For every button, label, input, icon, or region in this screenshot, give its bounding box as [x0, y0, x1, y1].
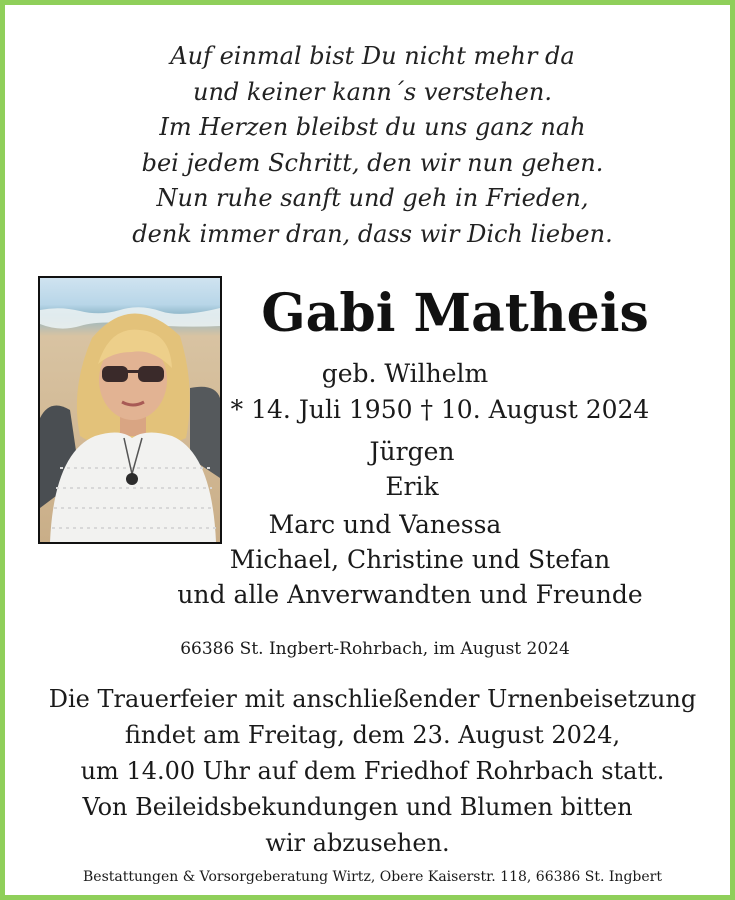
funeral-notice: [5, 681, 735, 861]
poem-line: Auf einmal bist Du nicht mehr da: [170, 42, 575, 70]
notice-line: Die Trauerfeier mit anschließender Urnenbeisetzung: [48, 685, 697, 713]
poem-line: bei jedem Schritt, den wir nun gehen.: [141, 148, 604, 177]
maiden-name: geb. Wilhelm: [321, 359, 489, 388]
mourner-name: Michael, Christine und Stefan: [229, 545, 611, 574]
poem-line: Im Herzen bleibst du uns ganz nah: [159, 113, 586, 141]
poem-line: Nun ruhe sanft und geh in Frieden,: [156, 184, 589, 212]
deceased-name: Gabi Matheis: [261, 283, 649, 344]
notice-line: wir abzusehen.: [265, 829, 450, 857]
mourner-name: Erik: [385, 472, 439, 501]
notice-line: findet am Freitag, dem 23. August 2024,: [124, 721, 621, 749]
poem: [5, 39, 735, 252]
mourner-name: Jürgen: [369, 437, 455, 466]
mourner-name: und alle Anverwandten und Freunde: [177, 580, 643, 609]
place-date: 66386 St. Ingbert-Rohrbach, im August 2024: [180, 639, 570, 659]
portrait-photo: [38, 276, 222, 544]
undertaker-footer: Bestattungen & Vorsorgeberatung Wirtz, Obere Kaiserstr. 118, 66386 St. Ingbert: [83, 869, 662, 885]
notice-line: um 14.00 Uhr auf dem Friedhof Rohrbach statt.: [80, 757, 665, 785]
poem-line: denk immer dran, dass wir Dich lieben.: [132, 219, 613, 248]
poem-line: und keiner kann´s verstehen.: [193, 77, 552, 106]
notice-line: Von Beileidsbekundungen und Blumen bitten: [82, 793, 633, 821]
portrait-illustration: [40, 278, 220, 542]
mourner-name: Marc und Vanessa: [268, 510, 502, 539]
life-dates: * 14. Juli 1950 † 10. August 2024: [230, 395, 650, 424]
